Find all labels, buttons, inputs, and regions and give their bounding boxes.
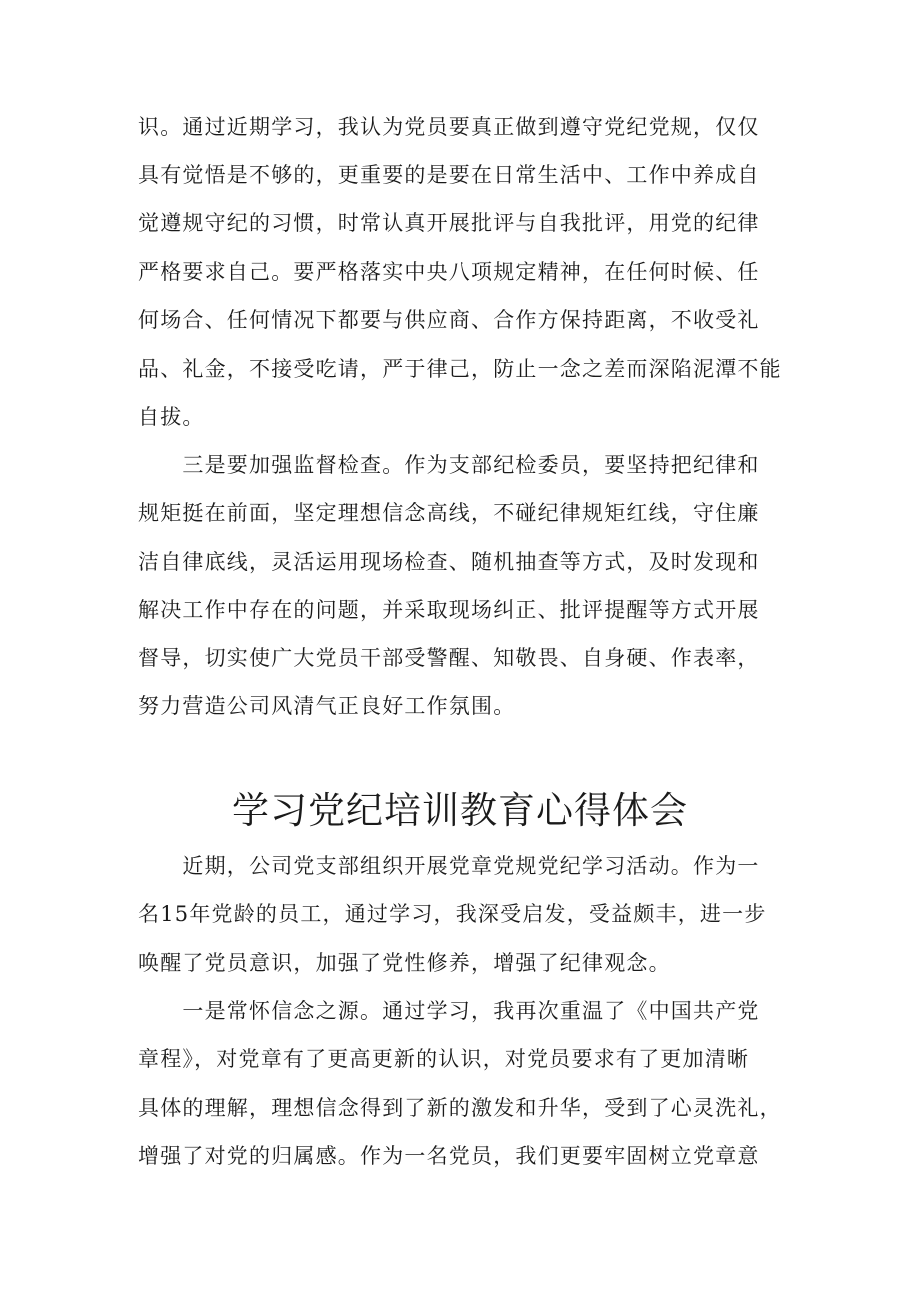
- text-line: 自拔。: [138, 405, 205, 429]
- text-line: 增强了对党的归属感。作为一名党员，我们更要牢固树立党章意: [138, 1144, 760, 1168]
- text-line: 何场合、任何情况下都要与供应商、合作方保持距离，不收受礼: [138, 308, 760, 332]
- text-line: 洁自律底线，灵活运用现场检查、随机抽查等方式，及时发现和: [138, 550, 760, 574]
- text-line: 章程》，对党章有了更高更新的认识，对党员要求有了更加清晰: [138, 1047, 750, 1071]
- text-line: 督导，切实使广大党员干部受警醒、知敬畏、自身硬、作表率，: [138, 646, 760, 670]
- text-line: 识。通过近期学习，我认为党员要真正做到遵守党纪党规，仅仅: [138, 115, 760, 139]
- document-title: 学习党纪培训教育心得体会: [232, 789, 688, 832]
- text-line: 名15年党龄的员工，通过学习，我深受启发，受益颇丰，进一步: [138, 902, 767, 926]
- text-line: 具有觉悟是不够的，更重要的是要在日常生活中、工作中养成自: [138, 163, 760, 187]
- text-line: 品、礼金，不接受吃请，严于律己，防止一念之差而深陷泥潭不能: [138, 357, 782, 381]
- text-line: 努力营造公司风清气正良好工作氛围。: [138, 694, 516, 718]
- text-line: 近期，公司党支部组织开展党章党规党纪学习活动。作为一: [138, 854, 760, 878]
- text-line: 一是常怀信念之源。通过学习，我再次重温了《中国共产党: [138, 999, 760, 1023]
- text-line: 三是要加强监督检查。作为支部纪检委员，要坚持把纪律和: [138, 453, 760, 477]
- text-line: 解决工作中存在的问题，并采取现场纠正、批评提醒等方式开展: [138, 598, 760, 622]
- text-line: 严格要求自己。要严格落实中央八项规定精神，在任何时候、任: [138, 260, 760, 284]
- text-line: 规矩挺在前面，坚定理想信念高线，不碰纪律规矩红线，守住廉: [138, 501, 760, 525]
- text-line: 唤醒了党员意识，加强了党性修养，增强了纪律观念。: [138, 951, 671, 975]
- text-line: 觉遵规守纪的习惯，时常认真开展批评与自我批评，用党的纪律: [138, 211, 760, 235]
- text-line: 具体的理解，理想信念得到了新的激发和升华，受到了心灵洗礼，: [138, 1096, 782, 1120]
